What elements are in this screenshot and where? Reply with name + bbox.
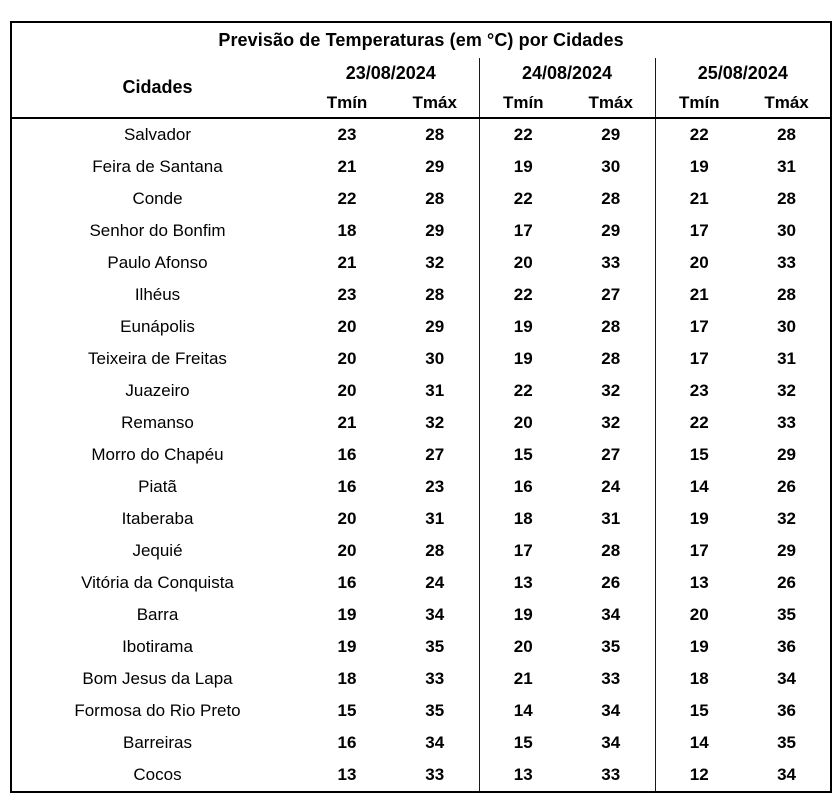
table-row [11, 118, 831, 151]
tmin-cell: 23 [337, 125, 357, 144]
tmin-cell: 19 [337, 637, 357, 656]
tmax-cell: 31 [777, 349, 796, 368]
tmin-cell: 17 [479, 215, 567, 247]
tmax-cell: 30 [777, 221, 796, 240]
tmax-cell: 23 [425, 477, 445, 496]
city-cell: Itaberaba [121, 509, 194, 528]
tmax-cell: 36 [777, 637, 796, 656]
tmin-cell: 15 [337, 701, 357, 720]
city-cell: Conde [132, 189, 183, 208]
tmax-cell: 24 [601, 477, 621, 496]
tmax-cell: 29 [425, 221, 445, 240]
tmax-cell: 29 [601, 125, 621, 144]
tmax-cell: 34 [777, 765, 796, 784]
tmax-cell: 28 [601, 189, 621, 208]
tmax-cell: 36 [777, 701, 796, 720]
tmax-header-2: Tmáx [567, 89, 655, 118]
city-cell: Ilhéus [134, 285, 181, 304]
city-cell: Jequié [132, 541, 183, 560]
tmin-cell: 14 [655, 727, 743, 759]
tmin-cell: 15 [655, 439, 743, 471]
tmin-cell: 15 [655, 695, 743, 727]
tmax-cell: 27 [601, 285, 621, 304]
table-row [11, 183, 831, 215]
tmax-cell: 29 [425, 157, 445, 176]
tmax-cell: 26 [777, 477, 796, 496]
tmin-cell: 14 [655, 471, 743, 503]
tmin-cell: 21 [337, 253, 357, 272]
title-row [11, 22, 831, 58]
table-body [11, 118, 831, 792]
table-row [11, 599, 831, 631]
tmax-cell: 32 [601, 413, 621, 432]
tmin-cell: 21 [479, 663, 567, 695]
city-cell: Barra [136, 605, 179, 624]
tmax-cell: 34 [425, 605, 445, 624]
tmax-cell: 28 [601, 349, 621, 368]
tmin-cell: 16 [337, 733, 357, 752]
tmax-cell: 35 [425, 637, 445, 656]
tmin-cell: 14 [479, 695, 567, 727]
tmin-cell: 19 [655, 631, 743, 663]
table-row [11, 151, 831, 183]
tmax-cell: 28 [777, 189, 796, 208]
tmin-cell: 20 [655, 247, 743, 279]
tmax-cell: 32 [425, 413, 445, 432]
city-cell: Morro do Chapéu [91, 445, 224, 464]
table-row [11, 439, 831, 471]
tmax-cell: 28 [425, 541, 445, 560]
table-row [11, 247, 831, 279]
tmax-cell: 31 [425, 509, 445, 528]
tmin-cell: 22 [479, 279, 567, 311]
tmin-cell: 19 [655, 151, 743, 183]
tmin-cell: 13 [655, 567, 743, 599]
table-row [11, 343, 831, 375]
tmin-cell: 17 [655, 343, 743, 375]
tmax-cell: 29 [777, 541, 796, 560]
tmin-cell: 15 [479, 439, 567, 471]
tmax-cell: 32 [777, 381, 796, 400]
tmin-cell: 20 [655, 599, 743, 631]
tmax-cell: 35 [777, 733, 796, 752]
tmin-cell: 20 [337, 381, 357, 400]
tmax-cell: 32 [777, 509, 796, 528]
tmin-cell: 19 [479, 343, 567, 375]
tmax-cell: 34 [601, 605, 621, 624]
tmax-cell: 30 [777, 317, 796, 336]
tmin-cell: 22 [479, 183, 567, 215]
tmax-cell: 28 [425, 125, 445, 144]
tmin-cell: 13 [479, 759, 567, 792]
tmin-cell: 18 [655, 663, 743, 695]
temperature-table [10, 21, 832, 793]
table-row [11, 535, 831, 567]
tmax-cell: 30 [425, 349, 445, 368]
tmax-cell: 34 [601, 701, 621, 720]
table-row [11, 311, 831, 343]
tmin-header-1: Tmín [303, 89, 391, 118]
city-cell: Salvador [123, 125, 192, 144]
tmin-cell: 20 [479, 247, 567, 279]
tmax-cell: 28 [425, 189, 445, 208]
tmin-cell: 20 [479, 407, 567, 439]
table-row [11, 695, 831, 727]
table-header [11, 22, 831, 118]
city-cell: Senhor do Bonfim [89, 221, 226, 240]
table-row [11, 375, 831, 407]
city-cell: Eunápolis [120, 317, 195, 336]
tmin-cell: 19 [479, 311, 567, 343]
tmin-cell: 20 [337, 349, 357, 368]
tmax-cell: 28 [601, 317, 621, 336]
city-cell: Remanso [121, 413, 194, 432]
tmax-cell: 33 [601, 669, 621, 688]
tmax-cell: 26 [777, 573, 796, 592]
city-cell: Juazeiro [125, 381, 190, 400]
tmax-cell: 28 [777, 285, 796, 304]
tmax-cell: 33 [777, 253, 796, 272]
tmax-header-3: Tmáx [743, 89, 831, 118]
date-header-3: 25/08/2024 [655, 58, 831, 89]
tmax-cell: 29 [601, 221, 621, 240]
tmin-cell: 17 [655, 215, 743, 247]
tmax-cell: 27 [601, 445, 621, 464]
tmax-cell: 34 [777, 669, 796, 688]
city-cell: Ibotirama [122, 637, 193, 656]
tmin-cell: 18 [479, 503, 567, 535]
tmin-cell: 19 [479, 151, 567, 183]
table-row [11, 567, 831, 599]
tmin-cell: 13 [479, 567, 567, 599]
tmax-cell: 31 [777, 157, 796, 176]
tmax-cell: 34 [601, 733, 621, 752]
tmax-cell: 24 [425, 573, 445, 592]
tmax-header-1: Tmáx [391, 89, 479, 118]
tmin-cell: 19 [655, 503, 743, 535]
tmin-cell: 17 [655, 535, 743, 567]
tmax-cell: 32 [425, 253, 445, 272]
tmax-cell: 33 [601, 765, 621, 784]
tmin-cell: 21 [655, 183, 743, 215]
table-row [11, 279, 831, 311]
date-header-1: 23/08/2024 [345, 63, 436, 83]
city-cell: Bom Jesus da Lapa [82, 669, 233, 688]
table-row [11, 663, 831, 695]
tmax-cell: 28 [425, 285, 445, 304]
date-header-row [11, 58, 831, 89]
tmin-cell: 22 [337, 189, 357, 208]
tmax-cell: 30 [601, 157, 621, 176]
city-cell: Vitória da Conquista [81, 573, 234, 592]
tmin-cell: 22 [479, 118, 567, 151]
tmax-cell: 26 [601, 573, 621, 592]
tmin-cell: 19 [479, 599, 567, 631]
tmin-cell: 20 [479, 631, 567, 663]
tmin-cell: 21 [337, 413, 357, 432]
tmin-cell: 18 [337, 669, 357, 688]
tmax-cell: 31 [601, 509, 621, 528]
city-cell: Feira de Santana [92, 157, 223, 176]
tmax-cell: 33 [601, 253, 621, 272]
tmin-cell: 16 [337, 477, 357, 496]
tmin-cell: 13 [337, 765, 357, 784]
tmin-cell: 21 [337, 157, 357, 176]
tmin-cell: 22 [655, 118, 743, 151]
tmin-cell: 20 [337, 317, 357, 336]
tmin-cell: 22 [655, 407, 743, 439]
tmax-cell: 33 [777, 413, 796, 432]
tmin-cell: 18 [337, 221, 357, 240]
table-row [11, 503, 831, 535]
tmin-header-3: Tmín [655, 89, 743, 118]
tmin-cell: 16 [479, 471, 567, 503]
city-column-header: Cidades [11, 58, 303, 118]
city-cell: Paulo Afonso [107, 253, 208, 272]
tmin-cell: 22 [479, 375, 567, 407]
city-cell: Cocos [133, 765, 182, 784]
tmax-cell: 32 [601, 381, 621, 400]
tmax-cell: 28 [777, 125, 796, 144]
tmin-cell: 21 [655, 279, 743, 311]
table-row [11, 407, 831, 439]
tmin-cell: 23 [337, 285, 357, 304]
tmax-cell: 31 [425, 381, 445, 400]
tmax-cell: 29 [425, 317, 445, 336]
tmax-cell: 33 [425, 765, 445, 784]
tmin-cell: 16 [337, 573, 357, 592]
tmax-cell: 27 [425, 445, 445, 464]
tmax-cell: 35 [601, 637, 621, 656]
tmin-cell: 15 [479, 727, 567, 759]
tmin-cell: 17 [655, 311, 743, 343]
tmin-cell: 12 [655, 759, 743, 792]
tmax-cell: 34 [425, 733, 445, 752]
city-cell: Formosa do Rio Preto [74, 701, 241, 720]
table-row [11, 215, 831, 247]
tmax-cell: 29 [777, 445, 796, 464]
city-cell: Barreiras [123, 733, 192, 752]
tmin-cell: 17 [479, 535, 567, 567]
tmin-cell: 16 [337, 445, 357, 464]
tmax-cell: 33 [425, 669, 445, 688]
city-cell: Teixeira de Freitas [88, 349, 227, 368]
date-header-2: 24/08/2024 [479, 58, 655, 89]
tmin-cell: 19 [337, 605, 357, 624]
tmax-cell: 28 [601, 541, 621, 560]
table-row [11, 471, 831, 503]
table-row [11, 727, 831, 759]
table-row [11, 631, 831, 663]
city-cell: Piatã [138, 477, 177, 496]
tmax-cell: 35 [777, 605, 796, 624]
tmin-cell: 20 [337, 509, 357, 528]
tmin-cell: 23 [655, 375, 743, 407]
tmax-cell: 35 [425, 701, 445, 720]
table-title: Previsão de Temperaturas (em °C) por Cidades [218, 30, 624, 50]
tmin-cell: 20 [337, 541, 357, 560]
tmin-header-2: Tmín [479, 89, 567, 118]
table-row [11, 759, 831, 792]
